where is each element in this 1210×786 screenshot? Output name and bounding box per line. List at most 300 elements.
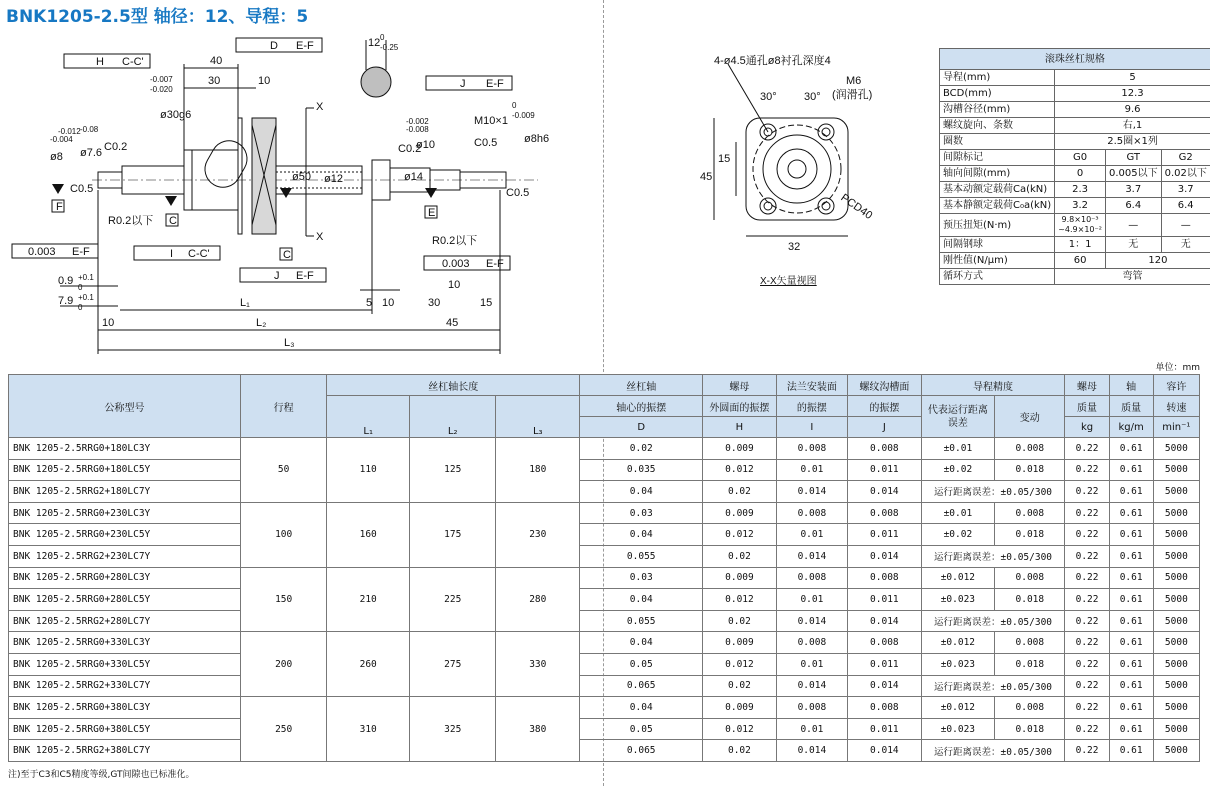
d-cell: 0.03 [580, 502, 703, 524]
l3-cell: 180 [496, 438, 580, 503]
d-cell: 0.02 [580, 438, 703, 460]
spec-value: 右,1 [1055, 118, 1210, 134]
h-cell: 0.009 [703, 502, 777, 524]
l1-cell: 110 [327, 438, 410, 503]
nut-mass-cell: 0.22 [1065, 610, 1109, 632]
accuracy-var-cell: 0.018 [995, 589, 1065, 611]
page-title: BNK1205-2.5型 轴径：12、导程：5 [6, 7, 309, 27]
drawing-label: 0.003 [28, 246, 56, 258]
drawing-label: E-F [296, 270, 314, 282]
model-cell: BNK 1205-2.5RRG0+280LC3Y [9, 567, 241, 589]
accuracy-error-cell: ±0.023 [921, 718, 995, 740]
drawing-label: -0.008 [406, 125, 429, 134]
i-cell: 0.01 [776, 459, 847, 481]
stroke-cell: 200 [241, 632, 327, 697]
h-cell: 0.012 [703, 653, 777, 675]
d-cell: 0.035 [580, 459, 703, 481]
d-cell: 0.065 [580, 675, 703, 697]
j-cell: 0.008 [848, 502, 922, 524]
shaft-mass-cell: 0.61 [1109, 610, 1153, 632]
xx-dim-32: 32 [788, 241, 801, 253]
speed-cell: 5000 [1153, 718, 1199, 740]
table-row [9, 589, 1200, 611]
header-h3: H [703, 417, 777, 438]
nut-mass-cell: 0.22 [1065, 740, 1109, 762]
header-accuracy: 导程精度 [921, 375, 1065, 396]
drawing-label: ø14 [404, 171, 423, 183]
nut-mass-cell: 0.22 [1065, 502, 1109, 524]
drawing-label: E-F [486, 78, 504, 90]
drawing-label: D [270, 40, 278, 52]
shaft-mass-cell: 0.61 [1109, 675, 1153, 697]
nut-mass-cell: 0.22 [1065, 718, 1109, 740]
h-cell: 0.009 [703, 438, 777, 460]
nut-mass-cell: 0.22 [1065, 438, 1109, 460]
drawing-label: ø7.6 [80, 147, 103, 159]
table-row [9, 438, 1200, 460]
model-cell: BNK 1205-2.5RRG0+180LC3Y [9, 438, 241, 460]
j-cell: 0.014 [848, 481, 922, 503]
drawing-label: 12 [368, 37, 381, 49]
header-model: 公称型号 [9, 375, 241, 438]
header-j: 螺纹沟槽面 [848, 375, 922, 396]
spec-value: G0 [1055, 150, 1106, 166]
i-cell: 0.008 [776, 632, 847, 654]
spec-value: 60 [1055, 253, 1106, 269]
unit-label: 单位：mm [1155, 363, 1200, 373]
preload-max: ~4.9×10⁻² [1058, 225, 1102, 234]
header-l1: L₁ [327, 396, 410, 438]
accuracy-cell: 运行距离误差：±0.05/300 [921, 675, 1065, 697]
i-cell: 0.01 [776, 524, 847, 546]
h-cell: 0.009 [703, 697, 777, 719]
drawing-label: 30 [428, 297, 441, 309]
j-cell: 0.014 [848, 545, 922, 567]
spec-value: — [1161, 214, 1210, 237]
spec-label: 基本静额定载荷C₀a(kN) [940, 198, 1055, 214]
spec-label: BCD(mm) [940, 86, 1055, 102]
d-cell: 0.05 [580, 653, 703, 675]
nut-mass-cell: 0.22 [1065, 675, 1109, 697]
drawing-label: C0.5 [506, 187, 530, 199]
spec-value: 9.6 [1055, 102, 1210, 118]
drawing-label: ø50 [292, 171, 311, 183]
shaft-mass-cell: 0.61 [1109, 653, 1153, 675]
xx-pcd-label: PCD40 [838, 191, 875, 222]
nut-mass-cell: 0.22 [1065, 459, 1109, 481]
header-sp2: 转速 [1153, 396, 1199, 417]
stroke-cell: 150 [241, 567, 327, 632]
j-cell: 0.008 [848, 567, 922, 589]
drawing-label: C0.5 [70, 183, 94, 195]
i-cell: 0.008 [776, 438, 847, 460]
footnote: 注)至于C3和C5精度等级,GT间隙也已标准化。 [8, 770, 195, 780]
accuracy-error-cell: ±0.012 [921, 697, 995, 719]
h-cell: 0.02 [703, 740, 777, 762]
header-d2: 轴心的振摆 [580, 396, 703, 417]
table-row [9, 481, 1200, 503]
header-h: 螺母 [703, 375, 777, 396]
j-cell: 0.008 [848, 438, 922, 460]
l2-cell: 225 [410, 567, 496, 632]
header-sp3: min⁻¹ [1153, 417, 1199, 438]
shaft-mass-cell: 0.61 [1109, 438, 1153, 460]
nut-mass-cell: 0.22 [1065, 481, 1109, 503]
speed-cell: 5000 [1153, 589, 1199, 611]
l3-cell: 230 [496, 502, 580, 567]
drawing-label: L₁ [240, 297, 250, 309]
model-cell: BNK 1205-2.5RRG0+330LC3Y [9, 632, 241, 654]
drawing-label: 30 [208, 75, 221, 87]
drawing-label: C0.2 [104, 141, 128, 153]
shaft-mass-cell: 0.61 [1109, 481, 1153, 503]
xx-dim-45: 45 [700, 171, 713, 183]
spec-value: — [1105, 214, 1161, 237]
drawing-label: F [56, 201, 63, 213]
header-i3: I [776, 417, 847, 438]
i-cell: 0.014 [776, 481, 847, 503]
accuracy-cell: 运行距离误差：±0.05/300 [921, 610, 1065, 632]
nut-mass-cell: 0.22 [1065, 632, 1109, 654]
spec-value: 0.02以下 [1161, 166, 1210, 182]
drawing-label: 7.9 [58, 295, 74, 307]
drawing-label: 10 [258, 75, 271, 87]
xx-angle-1: 30° [760, 91, 777, 103]
model-cell: BNK 1205-2.5RRG0+230LC5Y [9, 524, 241, 546]
shaft-mass-cell: 0.61 [1109, 589, 1153, 611]
drawing-label: X [316, 101, 324, 113]
header-nm3: kg [1065, 417, 1109, 438]
d-cell: 0.04 [580, 697, 703, 719]
nut-mass-cell: 0.22 [1065, 697, 1109, 719]
model-cell: BNK 1205-2.5RRG0+330LC5Y [9, 653, 241, 675]
drawing-label: J [460, 78, 466, 90]
header-h2: 外圆面的振摆 [703, 396, 777, 417]
j-cell: 0.011 [848, 718, 922, 740]
h-cell: 0.012 [703, 524, 777, 546]
speed-cell: 5000 [1153, 502, 1199, 524]
model-cell: BNK 1205-2.5RRG2+230LC7Y [9, 545, 241, 567]
spec-label: 基本动额定载荷Ca(kN) [940, 182, 1055, 198]
j-cell: 0.011 [848, 524, 922, 546]
shaft-mass-cell: 0.61 [1109, 545, 1153, 567]
accuracy-var-cell: 0.018 [995, 653, 1065, 675]
spec-value: 12.3 [1055, 86, 1210, 102]
speed-cell: 5000 [1153, 610, 1199, 632]
spec-value: 6.4 [1161, 198, 1210, 214]
table-row [9, 524, 1200, 546]
drawing-label: 15 [480, 297, 493, 309]
accuracy-var-cell: 0.018 [995, 524, 1065, 546]
accuracy-error-cell: ±0.012 [921, 567, 995, 589]
drawing-label: R0.2以下 [108, 215, 154, 227]
accuracy-var-cell: 0.008 [995, 697, 1065, 719]
d-cell: 0.05 [580, 718, 703, 740]
shaft-mass-cell: 0.61 [1109, 632, 1153, 654]
l2-cell: 325 [410, 697, 496, 762]
d-cell: 0.03 [580, 567, 703, 589]
spec-label: 螺纹旋向、条数 [940, 118, 1055, 134]
j-cell: 0.014 [848, 675, 922, 697]
spec-value: 弯管 [1055, 269, 1210, 285]
l3-cell: 330 [496, 632, 580, 697]
xx-oil-label: (润滑孔) [832, 89, 873, 101]
table-row [9, 545, 1200, 567]
drawing-label: L₂ [256, 317, 267, 329]
j-cell: 0.008 [848, 697, 922, 719]
l3-cell: 380 [496, 697, 580, 762]
header-acc-var: 变动 [995, 396, 1065, 438]
h-cell: 0.02 [703, 610, 777, 632]
drawing-label: E-F [486, 258, 504, 270]
header-length: 丝杠轴长度 [327, 375, 580, 396]
drawing-label: -0.25 [380, 43, 399, 52]
drawing-label: E-F [72, 246, 90, 258]
i-cell: 0.014 [776, 545, 847, 567]
table-row [9, 459, 1200, 481]
speed-cell: 5000 [1153, 697, 1199, 719]
drawing-label: ø10 [416, 139, 435, 151]
accuracy-var-cell: 0.008 [995, 632, 1065, 654]
i-cell: 0.01 [776, 653, 847, 675]
spec-label: 沟槽谷径(mm) [940, 102, 1055, 118]
drawing-label: L₃ [284, 337, 295, 349]
drawing-label: -0.012 [58, 127, 81, 136]
header-stroke: 行程 [241, 375, 327, 438]
i-cell: 0.008 [776, 502, 847, 524]
accuracy-cell: 运行距离误差：±0.05/300 [921, 740, 1065, 762]
drawing-label: X [316, 231, 324, 243]
drawing-label: H [96, 56, 104, 68]
speed-cell: 5000 [1153, 567, 1199, 589]
drawing-label: I [170, 248, 174, 260]
l2-cell: 275 [410, 632, 496, 697]
xx-holes-label: 4-ø4.5通孔ø8衬孔深度4 [714, 55, 831, 67]
shaft-mass-cell: 0.61 [1109, 459, 1153, 481]
header-nut-mass: 螺母 [1065, 375, 1109, 396]
accuracy-var-cell: 0.018 [995, 459, 1065, 481]
d-cell: 0.04 [580, 589, 703, 611]
accuracy-var-cell: 0.018 [995, 718, 1065, 740]
spec-label: 刚性值(N/μm) [940, 253, 1055, 269]
drawing-label: 0 [78, 283, 83, 292]
model-cell: BNK 1205-2.5RRG2+280LC7Y [9, 610, 241, 632]
h-cell: 0.009 [703, 567, 777, 589]
nut-mass-cell: 0.22 [1065, 653, 1109, 675]
shaft-mass-cell: 0.61 [1109, 502, 1153, 524]
header-speed: 容许 [1153, 375, 1199, 396]
accuracy-error-cell: ±0.023 [921, 589, 995, 611]
l1-cell: 260 [327, 632, 410, 697]
j-cell: 0.011 [848, 589, 922, 611]
spec-label: 间隙标记 [940, 150, 1055, 166]
drawing-label: 5 [366, 297, 373, 309]
shaft-drawing [0, 0, 600, 358]
nut-mass-cell: 0.22 [1065, 589, 1109, 611]
drawing-label: 0 [78, 303, 83, 312]
j-cell: 0.011 [848, 653, 922, 675]
spec-value: 1：1 [1055, 237, 1106, 253]
j-cell: 0.008 [848, 632, 922, 654]
header-d3: D [580, 417, 703, 438]
h-cell: 0.02 [703, 675, 777, 697]
header-acc-error: 代表运行距离误差 [921, 396, 995, 438]
drawing-label: +0.1 [78, 273, 94, 282]
j-cell: 0.011 [848, 459, 922, 481]
drawing-label: 0.003 [442, 258, 470, 270]
table-row [9, 697, 1200, 719]
spec-value: 120 [1105, 253, 1210, 269]
table-row [9, 675, 1200, 697]
drawing-label: +0.1 [78, 293, 94, 302]
model-cell: BNK 1205-2.5RRG0+280LC5Y [9, 589, 241, 611]
accuracy-var-cell: 0.008 [995, 438, 1065, 460]
h-cell: 0.009 [703, 632, 777, 654]
speed-cell: 5000 [1153, 632, 1199, 654]
accuracy-error-cell: ±0.02 [921, 459, 995, 481]
shaft-mass-cell: 0.61 [1109, 740, 1153, 762]
accuracy-error-cell: ±0.01 [921, 502, 995, 524]
speed-cell: 5000 [1153, 438, 1199, 460]
shaft-mass-cell: 0.61 [1109, 697, 1153, 719]
i-cell: 0.014 [776, 610, 847, 632]
table-row [9, 610, 1200, 632]
i-cell: 0.01 [776, 589, 847, 611]
stroke-cell: 50 [241, 438, 327, 503]
spec-value: 0 [1055, 166, 1106, 182]
drawing-label: ø12 [324, 173, 343, 185]
spec-label: 导程(mm) [940, 70, 1055, 86]
drawing-label: 0 [512, 101, 517, 110]
spec-header: 滚珠丝杠规格 [940, 49, 1210, 70]
h-cell: 0.012 [703, 589, 777, 611]
drawing-label: -0.009 [512, 111, 535, 120]
xx-view-drawing [700, 50, 900, 290]
shaft-mass-cell: 0.61 [1109, 718, 1153, 740]
drawing-label: R0.2以下 [432, 235, 478, 247]
drawing-label: -0.002 [406, 117, 429, 126]
table-row [9, 632, 1200, 654]
i-cell: 0.01 [776, 718, 847, 740]
model-cell: BNK 1205-2.5RRG0+180LC5Y [9, 459, 241, 481]
drawing-label: M10×1 [474, 115, 508, 127]
header-i2: 的振摆 [776, 396, 847, 417]
i-cell: 0.008 [776, 697, 847, 719]
spec-value: 3.7 [1105, 182, 1161, 198]
j-cell: 0.014 [848, 740, 922, 762]
l3-cell: 280 [496, 567, 580, 632]
drawing-label: 10 [448, 279, 461, 291]
spec-value: 2.3 [1055, 182, 1106, 198]
d-cell: 0.055 [580, 545, 703, 567]
i-cell: 0.014 [776, 675, 847, 697]
drawing-label: 40 [210, 55, 223, 67]
h-cell: 0.012 [703, 718, 777, 740]
drawing-label: C-C' [122, 56, 144, 68]
d-cell: 0.04 [580, 524, 703, 546]
drawing-label: C-C' [188, 248, 210, 260]
preload-min: 9.8×10⁻³ [1061, 215, 1099, 224]
header-i: 法兰安装面 [776, 375, 847, 396]
model-table [8, 374, 1200, 762]
speed-cell: 5000 [1153, 740, 1199, 762]
model-cell: BNK 1205-2.5RRG0+380LC5Y [9, 718, 241, 740]
accuracy-error-cell: ±0.023 [921, 653, 995, 675]
header-shaft-mass: 轴 [1109, 375, 1153, 396]
drawing-label: ø8h6 [524, 133, 550, 145]
spec-label: 预压扭矩(N·m) [940, 214, 1055, 237]
spec-value: 0.005以下 [1105, 166, 1161, 182]
l1-cell: 160 [327, 502, 410, 567]
h-cell: 0.02 [703, 481, 777, 503]
nut-mass-cell: 0.22 [1065, 524, 1109, 546]
spec-value: GT [1105, 150, 1161, 166]
header-sm3: kg/m [1109, 417, 1153, 438]
accuracy-error-cell: ±0.012 [921, 632, 995, 654]
drawing-label: C0.2 [398, 143, 422, 155]
drawing-label: E-F [296, 40, 314, 52]
drawing-label: -0.020 [150, 85, 173, 94]
accuracy-cell: 运行距离误差：±0.05/300 [921, 481, 1065, 503]
spec-table [939, 48, 1210, 285]
model-cell: BNK 1205-2.5RRG2+380LC7Y [9, 740, 241, 762]
xx-angle-2: 30° [804, 91, 821, 103]
spec-label: 轴向间隙(mm) [940, 166, 1055, 182]
table-row [9, 740, 1200, 762]
j-cell: 0.014 [848, 610, 922, 632]
stroke-cell: 250 [241, 697, 327, 762]
shaft-mass-cell: 0.61 [1109, 567, 1153, 589]
spec-value: G2 [1161, 150, 1210, 166]
drawing-label: C [169, 215, 177, 227]
spec-value: 无 [1105, 237, 1161, 253]
nut-mass-cell: 0.22 [1065, 545, 1109, 567]
accuracy-cell: 运行距离误差：±0.05/300 [921, 545, 1065, 567]
header-l3: L₃ [496, 396, 580, 438]
accuracy-var-cell: 0.008 [995, 567, 1065, 589]
i-cell: 0.008 [776, 567, 847, 589]
header-l2: L₂ [410, 396, 496, 438]
header-j3: J [848, 417, 922, 438]
accuracy-error-cell: ±0.01 [921, 438, 995, 460]
model-cell: BNK 1205-2.5RRG2+330LC7Y [9, 675, 241, 697]
speed-cell: 5000 [1153, 653, 1199, 675]
drawing-label: 0 [380, 33, 385, 42]
header-d: 丝杠轴 [580, 375, 703, 396]
spec-value: 5 [1055, 70, 1210, 86]
model-cell: BNK 1205-2.5RRG2+180LC7Y [9, 481, 241, 503]
drawing-label: E [428, 207, 436, 219]
drawing-label: C0.5 [474, 137, 498, 149]
nut-mass-cell: 0.22 [1065, 567, 1109, 589]
table-row [9, 502, 1200, 524]
spec-value: 3.7 [1161, 182, 1210, 198]
drawing-label: 45 [446, 317, 459, 329]
d-cell: 0.055 [580, 610, 703, 632]
spec-label: 间隔钢球 [940, 237, 1055, 253]
drawing-label: -0.007 [150, 75, 173, 84]
speed-cell: 5000 [1153, 675, 1199, 697]
accuracy-error-cell: ±0.02 [921, 524, 995, 546]
table-row [9, 567, 1200, 589]
drawing-label: ø8 [50, 151, 63, 163]
spec-value: 3.2 [1055, 198, 1106, 214]
header-j2: 的振摆 [848, 396, 922, 417]
i-cell: 0.014 [776, 740, 847, 762]
spec-value: 2.5圈×1列 [1055, 134, 1210, 150]
d-cell: 0.04 [580, 632, 703, 654]
spec-value: 无 [1161, 237, 1210, 253]
